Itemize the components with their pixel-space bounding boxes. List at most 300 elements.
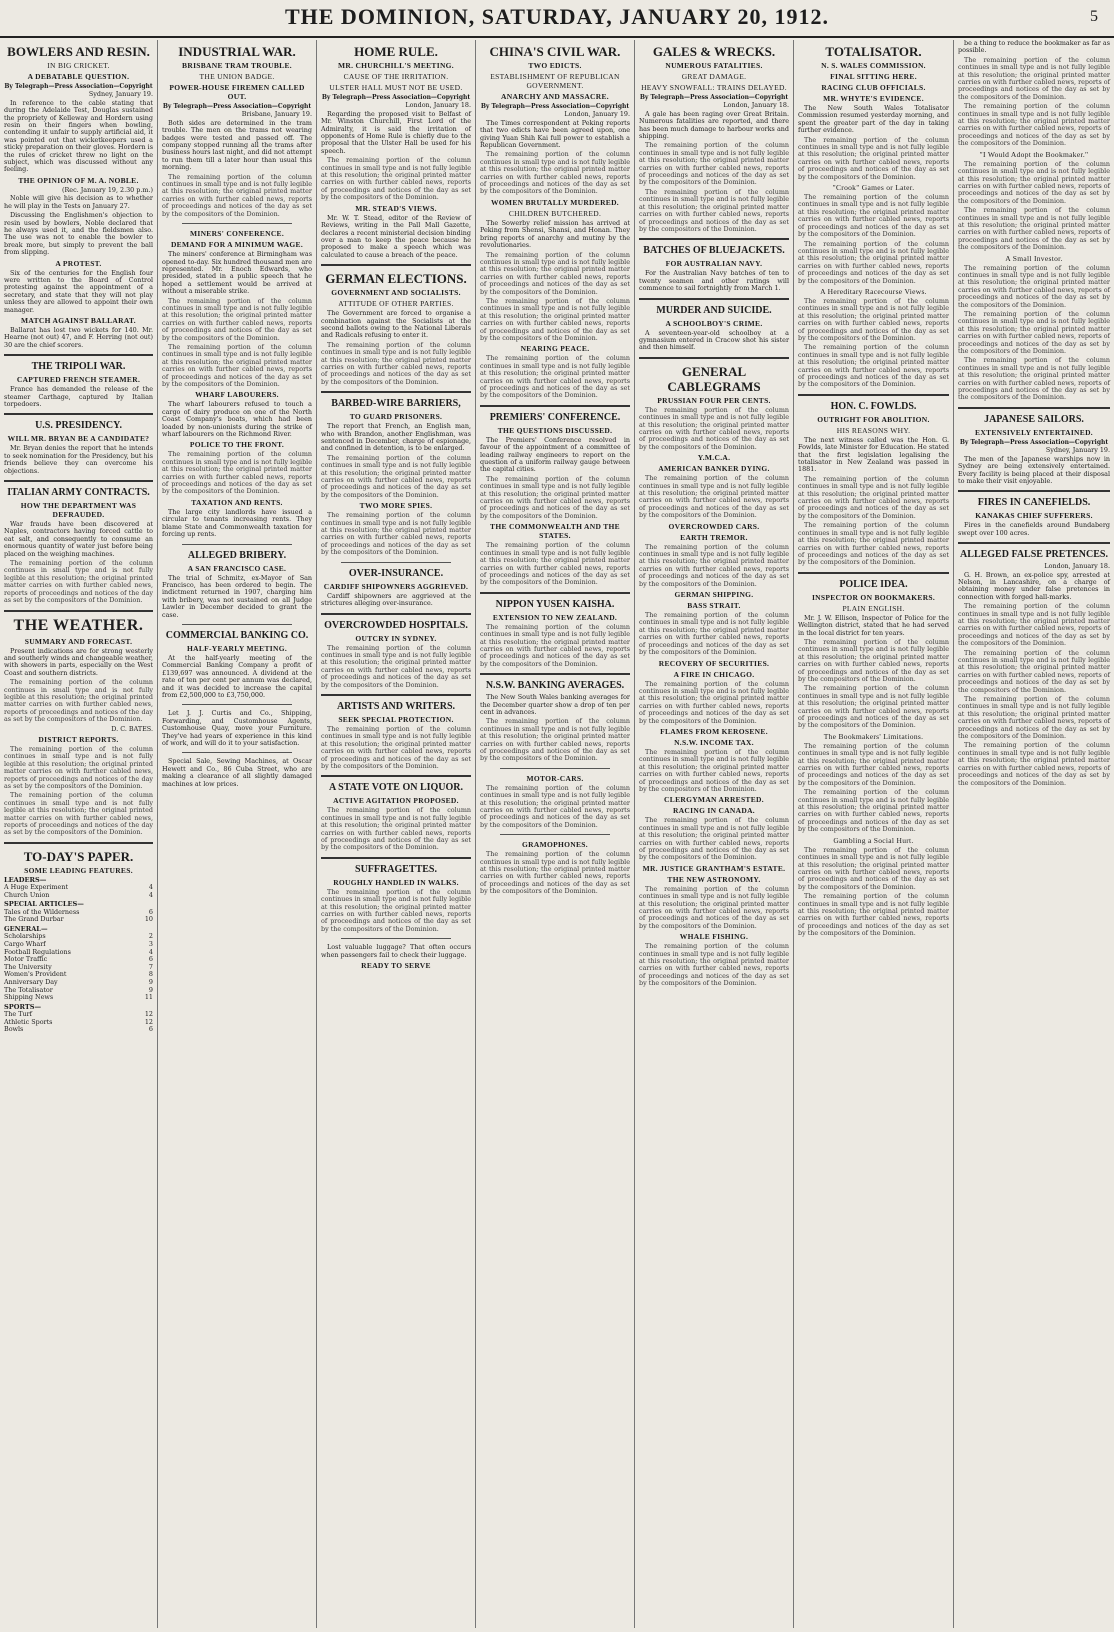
index-entry-page: 12 [144, 1017, 153, 1026]
index-entry-title: The Turf [4, 1010, 32, 1019]
headline: GENERAL CABLEGRAMS [667, 363, 761, 394]
headline: HON. C. FOWLDS. [830, 400, 917, 412]
index-entry [4, 1019, 153, 1027]
article-text: The remaining portion of the column continues in small type and is not fully legible at this resolution; the original printed matter carries on with further cabled news, reports of proceedings and notices of the day as set by the compositors of the Dominion. [798, 296, 949, 342]
subheading: CAUSE OF THE IRRITATION. [343, 72, 449, 81]
divider [321, 613, 471, 615]
index-entry-page: 6 [148, 1025, 153, 1034]
index-entry-title: Bowls [4, 1025, 24, 1034]
divider [958, 490, 1110, 492]
headline: TO-DAY'S PAPER. [23, 848, 134, 864]
subheading: EARTH TREMOR. [680, 532, 748, 542]
headline: INDUSTRIAL WAR. [178, 44, 296, 59]
article-text: In reference to the cable stating that during the Adelaide Test, Douglas sustained the propriety of Kelleway and Hordern using resin on their fingers when bowling, contending it unfair to supply artificial aid, it was pointed out that wicketkeepers used a sticky preparation on their gloves. Hordern is the rules of cricket threw no light on the subject, which was discussed without any feeling. [4, 98, 153, 174]
subheading: NUMEROUS FATALITIES. [665, 61, 763, 70]
subheading: TWO EDICTS. [528, 61, 582, 70]
dateline: Sydney, January 19. [88, 90, 153, 99]
subheading: HALF-YEARLY MEETING. [186, 643, 288, 653]
index-entry-page: 9 [148, 978, 153, 986]
article-text: The remaining portion of the column continues in small type and is not fully legible at this resolution; the original printed matter carries on with further cabled news, reports of proceedings and notices of the day as set by the compositors of the Dominion. [958, 695, 1111, 741]
subheading: THE COMMONWEALTH AND THE STATES. [490, 522, 620, 541]
index-category: SPORTS— [4, 1002, 42, 1011]
subheading: EXTENSION TO NEW ZEALAND. [492, 612, 618, 622]
subheading: MR. JUSTICE GRANTHAM'S ESTATE. [642, 863, 786, 873]
masthead [0, 0, 1114, 38]
index-entry-title: Anniversary Day [4, 978, 58, 986]
headline: TOTALISATOR. [825, 44, 922, 59]
article-text: Mr. W. T. Stead, editor of the Review of Reviews, writing in the Pall Mall Gazette, declares a recent ministerial decision binding over a man to keep the peace because he proposed to make a speech which was calculated to cause a breach of the peace. [321, 213, 471, 259]
article-text: Mr. Bryan denies the report that he intends to seek nomination for the Presidency, but his friends believe they can overcome his objections. [4, 444, 153, 475]
headline: ALLEGED BRIBERY. [187, 549, 287, 561]
article-text: The remaining portion of the column continues in small type and is not fully legible at this resolution; the original printed matter carries on with further cabled news, reports of proceedings and notices of the day as set by the compositors of the Dominion. [798, 741, 949, 787]
article-text: The remaining portion of the column continues in small type and is not fully legible at this resolution; the original printed matter carries on with further cabled news, reports of proceedings and notices of the day as set by the compositors of the Dominion. [321, 511, 471, 557]
article-text: War frauds have been discovered at Naples, contractors having forced cattle to eat salt, and consequently to consume an enormous quantity of water just before being placed on the weighing machines. [4, 520, 153, 558]
subheading: IN BIG CRICKET. [47, 61, 110, 70]
subheading: TWO MORE SPIES. [359, 501, 433, 511]
article-text: The New South Wales Totalisator Commission resumed yesterday morning, and spent the greater part of the day in taking further evidence. [798, 104, 949, 135]
telegraph-line: By Telegraph—Press Association—Copyright [321, 94, 471, 101]
article-text: The remaining portion of the column continues in small type and is not fully legible at this resolution; the original printed matter carries on with further cabled news, reports of proceedings and notices of the day as set by the compositors of the Dominion. [639, 611, 789, 657]
subheading: ULSTER HALL MUST NOT BE USED. [329, 83, 463, 92]
divider [639, 298, 789, 300]
article-text: The remaining portion of the column continues in small type and is not fully legible at this resolution; the original printed matter carries on with further cabled news, reports of proceedings and notices of the day as set by the compositors of the Dominion. [798, 474, 949, 520]
index-entry-page: 4 [148, 947, 153, 956]
article-text: For the Australian Navy batches of ten to twenty seamen and other ratings will commence to sail fortnightly from March 1. [639, 269, 789, 293]
subheading: ATTITUDE OF OTHER PARTIES. [338, 299, 454, 309]
subheading: A SAN FRANCISCO CASE. [187, 563, 287, 573]
index-entry-title: Motor Traffic [4, 955, 48, 964]
article-text: Cardiff shipowners are aggrieved at the strictures alleging over-insurance. [321, 591, 471, 608]
subheading: DISTRICT REPORTS. [38, 734, 119, 744]
subheading: INSPECTOR ON BOOKMAKERS. [811, 592, 936, 602]
dateline: (Rec. January 19, 2.30 p.m.) [61, 185, 153, 194]
article-text: The Times correspondent at Peking reports that two edicts have been agreed upon, one giving Yuan Shih Kai full power to establish a Republican Government. [480, 118, 630, 150]
headline: N.S.W. BANKING AVERAGES. [485, 680, 625, 692]
index-entry-page: 7 [148, 962, 153, 971]
article-text: The men of the Japanese warships now in Sydney are being extensively entertained. Every facility is being placed at their disposal to make their visit enjoyable. [958, 454, 1110, 485]
headline: NIPPON YUSEN KAISHA. [495, 598, 615, 610]
subheading: TAXATION AND RENTS. [191, 497, 283, 507]
divider [500, 768, 610, 769]
dateline: London, January 19. [564, 110, 630, 119]
index-entry-page: 6 [148, 955, 153, 964]
headline: GERMAN ELECTIONS. [325, 271, 467, 287]
subheading: N.S.W. INCOME TAX. [674, 737, 754, 747]
index-entry-title: A Huge Experiment [4, 883, 69, 892]
column-3 [317, 40, 476, 1628]
index-entry [4, 994, 153, 1002]
subheading: EXTENSIVELY ENTERTAINED. [975, 427, 1093, 437]
article-text: Noble will give his decision as to whether he will play in the Tests on January 27. [4, 194, 153, 210]
divider [341, 562, 451, 563]
headline: THE WEATHER. [13, 616, 144, 634]
headline: PREMIERS' CONFERENCE. [489, 411, 621, 423]
article-text: Ballarat has lost two wickets for 140. Mr. Hearne (not out) 47, and F. Herring (not out) 30 are the chief scorers. [4, 325, 153, 349]
advertisement: Let J. J. Curtis and Co., Shipping, Forwarding, and Customhouse Agents, Customhouse Quay, move your Furniture. They've had years of experience in this kind of work, and will do it to your satisfaction. [162, 709, 312, 747]
article-text: The remaining portion of the column continues in small type and is not fully legible at this resolution; the original printed matter carries on with further cabled news, reports of proceedings and notices of the day as set by the compositors of the Dominion. [958, 263, 1111, 309]
article-text: G. H. Brown, an ex-police spy, arrested at Nelson, in Lancashire, on a charge of obtaining money under false pretences in connection with forged hall-marks. [958, 570, 1110, 601]
article-text: At the half-yearly meeting of the Commercial Banking Company a profit of £139,697 was announced. A dividend at the rate of ten per cent per annum was declared, and it was decided to increase the capital from £2,500,000 to £3,750,000. [162, 653, 312, 699]
subheading: N. S. WALES COMMISSION. [821, 61, 926, 70]
article-text: The remaining portion of the column continues in small type and is not fully legible at this resolution; the original printed matter carries on with further cabled news, reports of proceedings and notices of the day as set by the compositors of the Dominion. [162, 172, 312, 218]
article-text: The remaining portion of the column continues in small type and is not fully legible at this resolution; the original printed matter carries on with further cabled news, reports of proceedings and notices of the day as set by the compositors of the Dominion. [480, 150, 630, 196]
subheading: A PROTEST. [55, 258, 102, 268]
headline: ARTISTS AND WRITERS. [336, 700, 456, 712]
subheading: RACING IN CANADA. [673, 806, 755, 816]
headline: ALLEGED FALSE PRETENCES. [960, 549, 1108, 561]
advertisement: Special Sale, Sewing Machines, at Oscar Hewett and Co., 86 Cuba Street, who are making a clearance of all slightly damaged machines at low prices. [162, 757, 312, 788]
divider [182, 624, 292, 625]
article-text: The remaining portion of the column continues in small type and is not fully legible at this resolution; the original printed matter carries on with further cabled news, reports of proceedings and notices of the day as set by the compositors of the Dominion. [798, 892, 949, 938]
article-text: The New South Wales banking averages for the December quarter show a drop of ten per cent in advances. [480, 693, 630, 716]
index-entry-page: 11 [144, 993, 153, 1002]
subheading: RACING CLUB OFFICIALS. [821, 83, 926, 92]
dateline: Sydney, January 19. [1045, 446, 1110, 455]
subheading: MR. STEAD'S VIEWS. [355, 203, 437, 213]
article-text: The remaining portion of the column continues in small type and is not fully legible at this resolution; the original printed matter carries on with further cabled news, reports of proceedings and notices of the day as set by the compositors of the Dominion. [798, 684, 949, 730]
article-text: The remaining portion of the column continues in small type and is not fully legible at this resolution; the original printed matter carries on with further cabled news, reports of proceedings and notices of the day as set by the compositors of the Dominion. [639, 405, 789, 451]
article-text: The remaining portion of the column continues in small type and is not fully legible at this resolution; the original printed matter carries on with further cabled news, reports of proceedings and notices of the day as set by the compositors of the Dominion. [321, 887, 471, 933]
divider [500, 834, 610, 835]
divider [182, 223, 292, 224]
index-entry-page: 6 [148, 907, 153, 916]
article-text: The report that French, an English man, who with Brandon, another Englishman, was sentenced in December, charge of espionage, and confined in detention, is to be enlarged. [321, 422, 471, 453]
article-text: The remaining portion of the column continues in small type and is not fully legible at this resolution; the original printed matter carries on with further cabled news, reports of proceedings and notices of the day as set by the compositors of the Dominion. [798, 239, 949, 285]
article-text: The remaining portion of the column continues in small type and is not fully legible at this resolution; the original printed matter carries on with further cabled news, reports of proceedings and notices of the day as set by the compositors of the Dominion. [321, 156, 471, 202]
index-entry-page: 3 [148, 940, 153, 949]
article-text: The remaining portion of the column continues in small type and is not fully legible at this resolution; the original printed matter carries on with further cabled news, reports of proceedings and notices of the day as set by the compositors of the Dominion. [639, 679, 789, 725]
article-text: The remaining portion of the column continues in small type and is not fully legible at this resolution; the original printed matter carries on with further cabled news, reports of proceedings and notices of the day as set by the compositors of the Dominion. [958, 648, 1111, 694]
article-text: Six of the centuries for the English four were written to the Board of Control protesting against the appointment of a secretary, and state that they will not play unless they are allowed to appoint their own manager. [4, 268, 153, 314]
column-6 [794, 40, 954, 1628]
index-entry-title: Scholarships [4, 932, 46, 941]
divider [321, 857, 471, 859]
article-text: A gale has been raging over Great Britain. Numerous fatalities are reported, and there has been much damage to harbour works and shipping. [639, 109, 789, 141]
article-text: The remaining portion of the column continues in small type and is not fully legible at this resolution; the original printed matter carries on with further cabled news, reports of proceedings and notices of the day as set by the compositors of the Dominion. [321, 643, 471, 689]
divider [182, 752, 292, 753]
subheading: THE NEW ASTRONOMY. [667, 874, 761, 884]
subheading: WHARF LABOURERS. [195, 390, 279, 400]
subheading: KANAKAS CHIEF SUFFERERS. [975, 511, 1093, 521]
article-text: be a thing to reduce the bookmaker as far as possible. [958, 40, 1110, 55]
headline: GALES & WRECKS. [652, 44, 776, 59]
index-category: SPECIAL ARTICLES— [4, 900, 84, 909]
article-text: The remaining portion of the column continues in small type and is not fully legible at this resolution; the original printed matter carries on with further cabled news, reports of proceedings and notices of the day as set by the compositors of the Dominion. [639, 747, 789, 793]
subheading: POWER-HOUSE FIREMEN CALLED OUT. [169, 83, 305, 101]
masthead-title: THE DOMINION, SATURDAY, JANUARY 20, 1912. [284, 4, 830, 29]
article-text: The remaining portion of the column continues in small type and is not fully legible at this resolution; the original printed matter carries on with further cabled news, reports of proceedings and notices of the day as set by the compositors of the Dominion. [480, 354, 630, 400]
subheading: A DEBATABLE QUESTION. [27, 72, 130, 81]
index-entry-title: Athletic Sports [4, 1017, 53, 1026]
subheading: GREAT DAMAGE. [681, 72, 747, 81]
subheading: HIS REASONS WHY. [836, 425, 911, 435]
article-text: The remaining portion of the column continues in small type and is not fully legible at this resolution; the original printed matter carries on with further cabled news, reports of proceedings and notices of the day as set by the compositors of the Dominion. [958, 356, 1111, 402]
article-text: Mr. J. W. Ellison, Inspector of Police for the Wellington district, stated that he had served in the local district for ten years. [798, 613, 949, 637]
subheading: OVERCROWDED CARS. [668, 521, 760, 531]
article-text: The remaining portion of the column continues in small type and is not fully legible at this resolution; the original printed matter carries on with further cabled news, reports of proceedings and notices of the day as set by the compositors of the Dominion. [480, 474, 630, 520]
index-entry [4, 916, 153, 924]
subheading: Y.M.C.A. [697, 453, 731, 463]
article-text: The remaining portion of the column continues in small type and is not fully legible at this resolution; the original printed matter carries on with further cabled news, reports of proceedings and notices of the day as set by the compositors of the Dominion. [798, 193, 949, 239]
article-text: The remaining portion of the column continues in small type and is not fully legible at this resolution; the original printed matter carries on with further cabled news, reports of proceedings and notices of the day as set by the compositors of the Dominion. [958, 602, 1111, 648]
divider [639, 238, 789, 240]
index-entry-page: 4 [148, 890, 153, 899]
signature: D. C. BATES. [111, 724, 153, 733]
subheading: OUTRIGHT FOR ABOLITION. [817, 414, 930, 424]
index-entry-title: Cargo Wharf [4, 940, 46, 949]
divider [4, 413, 153, 415]
divider [480, 405, 630, 407]
article-text: France has demanded the release of the steamer Carthage, captured by Italian torpedoers. [4, 385, 153, 408]
subheading: Gambling a Social Hurt. [833, 835, 914, 845]
article-text: The Sowerby relief mission has arrived at Peking from Shensi, Shansi, and Honan. They bring reports of anarchy and mutiny by the revolutionaries. [480, 218, 630, 250]
article-text: The remaining portion of the column continues in small type and is not fully legible at this resolution; the original printed matter carries on with further cabled news, reports of proceedings and notices of the day as set by the compositors of the Dominion. [958, 159, 1111, 205]
headline: POLICE IDEA. [839, 578, 908, 590]
subheading: PRUSSIAN FOUR PER CENTS. [657, 395, 771, 405]
index-entry-title: Shipping News [4, 993, 54, 1002]
index-entry-title: The University [4, 962, 52, 971]
article-text: The remaining portion of the column continues in small type and is not fully legible at this resolution; the original printed matter carries on with further cabled news, reports of proceedings and notices of the day as set by the compositors of the Dominion. [480, 296, 630, 342]
article-text: Present indications are for strong westerly and southerly winds and changeable weather, with showers in parts, especially on the West Coast and southern districts. [4, 646, 153, 677]
article-text: The remaining portion of the column continues in small type and is not fully legible at this resolution; the original printed matter carries on with further cabled news, reports of proceedings and notices of the day as set by the compositors of the Dominion. [321, 806, 471, 852]
subheading: THE QUESTIONS DISCUSSED. [497, 425, 613, 435]
dateline: London, January 18. [405, 101, 471, 110]
subheading: The Bookmakers' Limitations. [823, 731, 924, 741]
telegraph-line: By Telegraph—Press Association—Copyright [480, 103, 630, 110]
article-text: The remaining portion of the column continues in small type and is not fully legible at this resolution; the original printed matter carries on with further cabled news, reports of proceedings and notices of the day as set by the compositors of the Dominion. [4, 678, 153, 724]
advertisement-heading: MOTOR-CARS. [526, 773, 584, 783]
headline: ITALIAN ARMY CONTRACTS. [7, 487, 150, 499]
subheading: "I Would Adopt the Bookmaker." [979, 149, 1089, 159]
subheading: HEAVY SNOWFALL: TRAINS DELAYED. [641, 83, 787, 92]
index-entry-title: Women's Provident [4, 970, 67, 979]
headline: BARBED-WIRE BARRIERS, [331, 398, 461, 410]
divider [182, 704, 292, 705]
subheading: A Hereditary Racecourse Views. [820, 286, 927, 296]
index-entry-page: 4 [148, 883, 153, 892]
article-text: The trial of Schmitz, ex-Mayor of San Francisco, has been ordered to begin. The indictment returned in 1907, charging him with bribery, was not sustained on all Judge Lawler in December decided to grant the case. [162, 573, 312, 619]
subheading: OUTCRY IN SYDNEY. [355, 633, 437, 643]
dateline: London, January 18. [1044, 562, 1110, 571]
divider [958, 407, 1110, 409]
subheading: FLAMES FROM KEROSENE. [660, 726, 768, 736]
article-text: The remaining portion of the column continues in small type and is not fully legible at this resolution; the original printed matter carries on with further cabled news, reports of proceedings and notices of the day as set by the compositors of the Dominion. [639, 884, 789, 930]
article-text: The remaining portion of the column continues in small type and is not fully legible at this resolution; the original printed matter carries on with further cabled news, reports of proceedings and notices of the day as set by the compositors of the Dominion. [4, 791, 153, 837]
article-text: The remaining portion of the column continues in small type and is not fully legible at this resolution; the original printed matter carries on with further cabled news, reports of proceedings and notices of the day as set by the compositors of the Dominion. [798, 637, 949, 683]
subheading: CAPTURED FRENCH STEAMER. [16, 375, 141, 385]
article-text: The remaining portion of the column continues in small type and is not fully legible at this resolution; the original printed matter carries on with further cabled news, reports of proceedings and notices of the day as set by the compositors of the Dominion. [639, 942, 789, 988]
headline: MURDER AND SUICIDE. [656, 304, 772, 316]
index-category: GENERAL— [4, 925, 48, 934]
dateline: Brisbane, January 19. [241, 110, 312, 119]
subheading: MR. WHYTE'S EVIDENCE. [823, 94, 924, 103]
divider [341, 938, 451, 939]
article-text: The next witness called was the Hon. G. Fowlds, late Minister for Education. He stated that the first legislation legalising the totalisator in New Zealand was passed in 1881. [798, 435, 949, 474]
subheading: ANARCHY AND MASSACRE. [501, 92, 609, 101]
subheading: ACTIVE AGITATION PROPOSED. [333, 796, 459, 806]
subheading: WOMEN BRUTALLY MURDERED. [491, 197, 619, 207]
index-entry-page: 12 [144, 1010, 153, 1019]
article-text: The remaining portion of the column continues in small type and is not fully legible at this resolution; the original printed matter carries on with further cabled news, reports of proceedings and notices of the day as set by the compositors of the Dominion. [4, 559, 153, 605]
subheading: NEARING PEACE. [520, 344, 590, 354]
headline: FIRES IN CANEFIELDS. [977, 497, 1091, 509]
headline: U.S. PRESIDENCY. [35, 420, 122, 432]
subheading: WHALE FISHING. [679, 932, 749, 942]
subheading: FINAL SITTING HERE. [830, 72, 917, 81]
headline: COMMERCIAL BANKING CO. [165, 629, 309, 641]
article-text: The remaining portion of the column continues in small type and is not fully legible at this resolution; the original printed matter carries on with further cabled news, reports of proceedings and notices of the day as set by the compositors of the Dominion. [4, 744, 153, 790]
subheading: CLERGYMAN ARRESTED. [664, 795, 764, 805]
subheading: WILL MR. BRYAN BE A CANDIDATE? [7, 434, 150, 444]
article-text: The remaining portion of the column continues in small type and is not fully legible at this resolution; the original printed matter carries on with further cabled news, reports of proceedings and notices of the day as set by the compositors of the Dominion. [798, 521, 949, 567]
subheading: SOME LEADING FEATURES. [24, 865, 133, 875]
article-text: The remaining portion of the column continues in small type and is not fully legible at this resolution; the original printed matter carries on with further cabled news, reports of proceedings and notices of the day as set by the compositors of the Dominion. [480, 250, 630, 296]
column-2 [158, 40, 317, 1628]
subheading: MINERS' CONFERENCE. [189, 229, 285, 239]
article-text: The remaining portion of the column continues in small type and is not fully legible at this resolution; the original printed matter carries on with further cabled news, reports of proceedings and notices of the day as set by the compositors of the Dominion. [798, 135, 949, 181]
article-text: The large city landlords have issued a circular to tenants increasing rents. They blame State and Commonwealth taxation for forcing up rents. [162, 507, 312, 539]
article-text: The remaining portion of the column continues in small type and is not fully legible at this resolution; the original printed matter carries on with further cabled news, reports of proceedings and notices of the day as set by the compositors of the Dominion. [480, 717, 630, 763]
divider [480, 673, 630, 675]
subheading: A FIRE IN CHICAGO. [673, 669, 755, 679]
divider [321, 391, 471, 393]
divider [480, 592, 630, 594]
subheading: GOVERNMENT AND SOCIALISTS. [331, 288, 461, 298]
subheading: POLICE TO THE FRONT. [189, 440, 285, 450]
article-text: The remaining portion of the column continues in small type and is not fully legible at this resolution; the original printed matter carries on with further cabled news, reports of proceedings and notices of the day as set by the compositors of the Dominion. [480, 783, 630, 829]
index-entry-page: 2 [148, 932, 153, 941]
article-text: The remaining portion of the column continues in small type and is not fully legible at this resolution; the original printed matter carries on with further cabled news, reports of proceedings and notices of the day as set by the compositors of the Dominion. [639, 141, 789, 187]
article-text: The remaining portion of the column continues in small type and is not fully legible at this resolution; the original printed matter carries on with further cabled news, reports of proceedings and notices of the day as set by the compositors of the Dominion. [162, 342, 312, 388]
divider [4, 354, 153, 356]
article-text: The Government are forced to organise a combination against the Socialists at the second ballots owing to the National Liberals and Radicals refusing to enter it. [321, 309, 471, 340]
subheading: THE OPINION OF M. A. NOBLE. [18, 175, 139, 185]
subheading: "Crook" Games or Later. [832, 183, 915, 193]
subheading: MR. CHURCHILL'S MEETING. [338, 61, 454, 70]
divider [321, 775, 471, 777]
subheading: A Small Investor. [1005, 253, 1063, 263]
article-text: The remaining portion of the column continues in small type and is not fully legible at this resolution; the original printed matter carries on with further cabled news, reports of proceedings and notices of the day as set by the compositors of the Dominion. [958, 206, 1111, 252]
page-number: 5 [1090, 8, 1098, 25]
article-text: The remaining portion of the column continues in small type and is not fully legible at this resolution; the original printed matter carries on with further cabled news, reports of proceedings and notices of the day as set by the compositors of the Dominion. [958, 741, 1111, 787]
column-1 [0, 40, 158, 1628]
divider [798, 394, 949, 396]
article-text: A seventeen-year-old schoolboy at a gymnasium entered in Cracow shot his sister and then himself. [639, 328, 789, 352]
article-text: The remaining portion of the column continues in small type and is not fully legible at this resolution; the original printed matter carries on with further cabled news, reports of proceedings and notices of the day as set by the compositors of the Dominion. [798, 343, 949, 389]
headline: A STATE VOTE ON LIQUOR. [329, 782, 463, 794]
telegraph-line: By Telegraph—Press Association—Copyright [4, 83, 153, 90]
subheading: CARDIFF SHIPOWNERS AGGRIEVED. [323, 581, 469, 591]
advertisement-heading: GRAMOPHONES. [522, 840, 588, 850]
index-entry-title: The Grand Durbar [4, 915, 64, 924]
subheading: GERMAN SHIPPING. [674, 590, 754, 600]
index-entry [4, 1026, 153, 1034]
index-entry-title: Church Union [4, 890, 50, 899]
divider [798, 572, 949, 574]
headline: HOME RULE. [354, 44, 438, 59]
article-text: The remaining portion of the column continues in small type and is not fully legible at this resolution; the original printed matter carries on with further cabled news, reports of proceedings and notices of the day as set by the compositors of the Dominion. [639, 474, 789, 520]
subheading: A SCHOOLBOY'S CRIME. [665, 318, 763, 328]
article-text: The remaining portion of the column continues in small type and is not fully legible at this resolution; the original printed matter carries on with further cabled news, reports of proceedings and notices of the day as set by the compositors of the Dominion. [480, 541, 630, 587]
article-text: The remaining portion of the column continues in small type and is not fully legible at this resolution; the original printed matter carries on with further cabled news, reports of proceedings and notices of the day as set by the compositors of the Dominion. [162, 296, 312, 342]
headline: JAPANESE SAILORS. [984, 413, 1084, 425]
subheading: SEEK SPECIAL PROTECTION. [338, 714, 454, 724]
article-text: The remaining portion of the column continues in small type and is not fully legible at this resolution; the original printed matter carries on with further cabled news, reports of proceedings and notices of the day as set by the compositors of the Dominion. [321, 340, 471, 386]
headline: OVER-INSURANCE. [348, 567, 444, 579]
article-text: The remaining portion of the column continues in small type and is not fully legible at this resolution; the original printed matter carries on with further cabled news, reports of proceedings and notices of the day as set by the compositors of the Dominion. [480, 622, 630, 668]
column-7 [954, 40, 1114, 1628]
index-entry-page: 8 [148, 970, 153, 979]
subheading: ESTABLISHMENT OF REPUBLICAN GOVERNMENT. [490, 72, 620, 90]
article-text: Fires in the canefields around Bundaberg swept over 100 acres. [958, 521, 1110, 537]
divider [4, 610, 153, 612]
article-text: The Premiers' Conference resolved in favour of the appointment of a committee of leading railway engineers to report on the question of a uniform railway gauge between the capital cities. [480, 435, 630, 474]
telegraph-line: By Telegraph—Press Association—Copyright [162, 103, 312, 110]
headline: THE TRIPOLI WAR. [31, 361, 126, 373]
divider [182, 544, 292, 545]
article-text: The remaining portion of the column continues in small type and is not fully legible at this resolution; the original printed matter carries on with further cabled news, reports of proceedings and notices of the day as set by the compositors of the Dominion. [958, 310, 1111, 356]
divider [321, 264, 471, 266]
subheading: FOR AUSTRALIAN NAVY. [665, 259, 763, 269]
index-entry-title: The Totalisator [4, 985, 53, 994]
divider [4, 480, 153, 482]
article-text: The remaining portion of the column continues in small type and is not fully legible at this resolution; the original printed matter carries on with further cabled news, reports of proceedings and notices of the day as set by the compositors of the Dominion. [480, 850, 630, 896]
divider [4, 842, 153, 844]
divider [958, 542, 1110, 544]
subheading: THE UNION BADGE. [199, 72, 275, 81]
subheading: MATCH AGAINST BALLARAT. [21, 315, 136, 325]
subheading: CHILDREN BUTCHERED. [508, 208, 602, 218]
article-text: The miners' conference at Birmingham was opened to-day. Six hundred thousand men are represented. Mr. Enoch Edwards, who presided, stated in a public speech that he hoped a settlement would be arrived at without a miserable strike. [162, 250, 312, 296]
index-entry [4, 892, 153, 900]
index-category: LEADERS— [4, 875, 47, 884]
subheading: AMERICAN BANKER DYING. [658, 464, 770, 474]
advertisement: Lost valuable luggage? That often occurs when passengers fail to check their luggage. [321, 943, 471, 959]
column-5 [635, 40, 794, 1628]
article-text: Both sides are determined in the tram trouble. The men on the trams not wearing badges were tested and passed off. The company stopped running all the trams after business hours last night, and did not attempt to run them till a later hour than usual this morning. [162, 118, 312, 172]
article-text: The remaining portion of the column continues in small type and is not fully legible at this resolution; the original printed matter carries on with further cabled news, reports of proceedings and notices of the day as set by the compositors of the Dominion. [162, 450, 312, 496]
subheading: PLAIN ENGLISH. [842, 603, 905, 613]
headline: BOWLERS AND RESIN. [7, 44, 150, 59]
article-text: Discussing the Englishmen's objection to resin used by bowlers, Noble declared that he always used it, and the fieldsmen also. The use was not to enable the bowler to break more, but simply to prevent the ball from slipping. [4, 211, 153, 257]
article-text: The remaining portion of the column continues in small type and is not fully legible at this resolution; the original printed matter carries on with further cabled news, reports of proceedings and notices of the day as set by the compositors of the Dominion. [321, 453, 471, 499]
index-entry-title: Tales of the Wilderness [4, 907, 80, 916]
index-entry-title: Football Regulations [4, 947, 71, 956]
subheading: HOW THE DEPARTMENT WAS DEFRAUDED. [20, 501, 137, 520]
article-text: The remaining portion of the column continues in small type and is not fully legible at this resolution; the original printed matter carries on with further cabled news, reports of proceedings and notices of the day as set by the compositors of the Dominion. [639, 816, 789, 862]
article-text: The remaining portion of the column continues in small type and is not fully legible at this resolution; the original printed matter carries on with further cabled news, reports of proceedings and notices of the day as set by the compositors of the Dominion. [958, 102, 1111, 148]
headline: CHINA'S CIVIL WAR. [489, 44, 621, 59]
subheading: RECOVERY OF SECURITIES. [658, 658, 770, 668]
telegraph-line: By Telegraph—Press Association—Copyright [639, 94, 789, 101]
column-4 [476, 40, 635, 1628]
article-text: Regarding the proposed visit to Belfast of Mr. Winston Churchill, First Lord of the Admiralty, it is said the irritation of opponents of Home Rule is chiefly due to the proposal that the Ulster Hall be used for his speech. [321, 109, 471, 155]
divider [321, 694, 471, 696]
article-text: The remaining portion of the column continues in small type and is not fully legible at this resolution; the original printed matter carries on with further cabled news, reports of proceedings and notices of the day as set by the compositors of the Dominion. [798, 788, 949, 834]
advertisement-heading: READY TO SERVE [361, 961, 431, 971]
subheading: ROUGHLY HANDLED IN WALKS. [333, 877, 459, 887]
headline: BATCHES OF BLUEJACKETS. [643, 245, 785, 257]
telegraph-line: By Telegraph—Press Association—Copyright [959, 438, 1109, 446]
headline: OVERCROWDED HOSPITALS. [324, 619, 468, 631]
index-entry-page: 10 [144, 915, 153, 924]
article-text: The remaining portion of the column continues in small type and is not fully legible at this resolution; the original printed matter carries on with further cabled news, reports of proceedings and notices of the day as set by the compositors of the Dominion. [639, 542, 789, 588]
article-text: The remaining portion of the column continues in small type and is not fully legible at this resolution; the original printed matter carries on with further cabled news, reports of proceedings and notices of the day as set by the compositors of the Dominion. [321, 724, 471, 770]
subheading: BRISBANE TRAM TROUBLE. [182, 61, 292, 70]
divider [639, 357, 789, 359]
contents-index [4, 877, 153, 1034]
article-text: The remaining portion of the column continues in small type and is not fully legible at this resolution; the original printed matter carries on with further cabled news, reports of proceedings and notices of the day as set by the compositors of the Dominion. [639, 187, 789, 233]
